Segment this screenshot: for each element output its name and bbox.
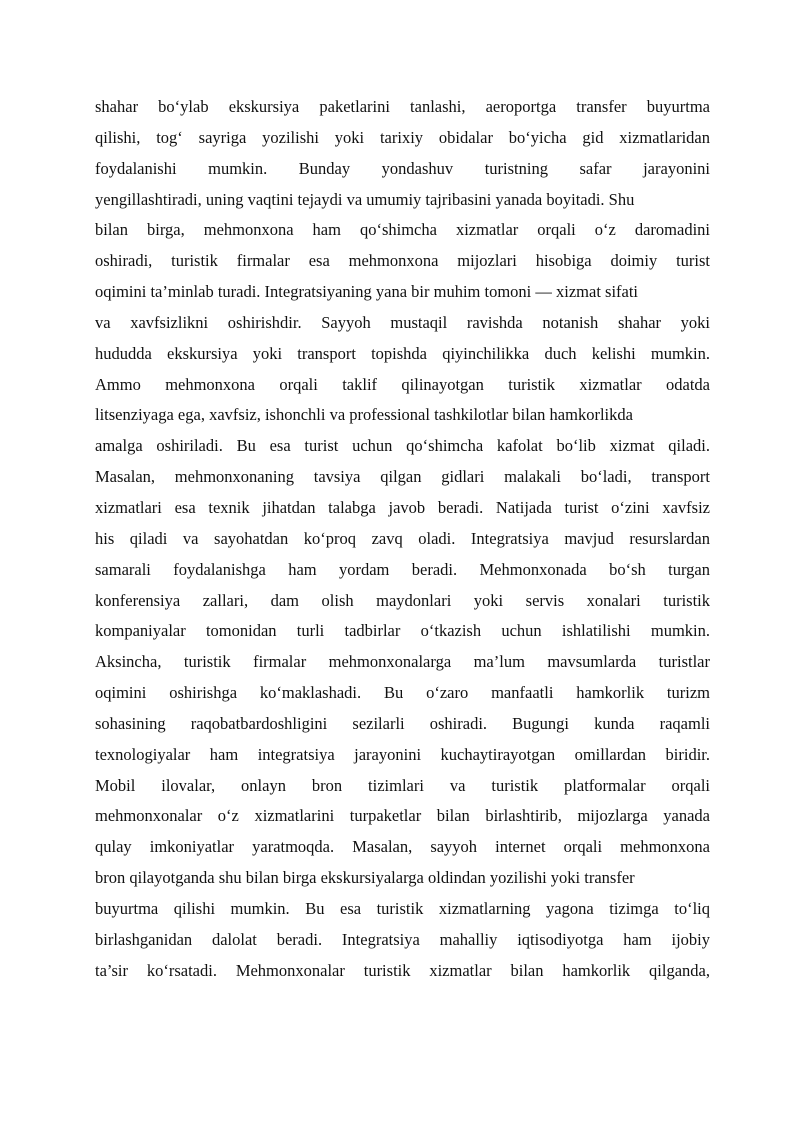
text-line: litsenziyaga ega, xavfsiz, ishonchli va professional tashkilotlar bilan hamkorlikda	[95, 405, 633, 425]
text-line: his qiladi va sayohatdan ko‘proq zavq oladi. Integratsiya mavjud resurslardan	[95, 528, 710, 548]
text-line: qulay imkoniyatlar yaratmoqda. Masalan, sayyoh internet orqali mehmonxona	[95, 837, 710, 857]
text-line: yengillashtiradi, uning vaqtini tejaydi va umumiy tajribasini yanada boyitadi. Shu	[95, 189, 635, 209]
text-line: Aksincha, turistik firmalar mehmonxonalarga ma’lum mavsumlarda turistlar	[95, 652, 710, 672]
text-line: samarali foydalanishga ham yordam beradi. Mehmonxonada bo‘sh turgan	[95, 559, 710, 579]
text-line: mehmonxonalar o‘z xizmatlarini turpaketlar bilan birlashtirib, mijozlarga yanada	[95, 806, 710, 826]
text-line: va xavfsizlikni oshirishdir. Sayyoh mustaqil ravishda notanish shahar yoki	[95, 312, 710, 332]
text-line: amalga oshiriladi. Bu esa turist uchun qo‘shimcha kafolat bo‘lib xizmat qiladi.	[95, 436, 710, 456]
text-line: kompaniyalar tomonidan turli tadbirlar o‘tkazish uchun ishlatilishi mumkin.	[95, 621, 710, 641]
text-line: bron qilayotganda shu bilan birga ekskursiyalarga oldindan yozilishi yoki transfer	[95, 868, 635, 888]
document-page	[95, 92, 710, 986]
text-line: Mobil ilovalar, onlayn bron tizimlari va turistik platformalar orqali	[95, 775, 710, 795]
text-line: oshiradi, turistik firmalar esa mehmonxona mijozlari hisobiga doimiy turist	[95, 251, 710, 271]
text-line: foydalanishi mumkin. Bunday yondashuv turistning safar jarayonini	[95, 158, 710, 178]
text-line: xizmatlari esa texnik jihatdan talabga javob beradi. Natijada turist o‘zini xavfsiz	[95, 497, 710, 517]
text-line: ta’sir ko‘rsatadi. Mehmonxonalar turistik xizmatlar bilan hamkorlik qilganda,	[95, 960, 710, 980]
text-line: qilishi, tog‘ sayriga yozilishi yoki tarixiy obidalar bo‘yicha gid xizmatlaridan	[95, 127, 710, 147]
text-line: birlashganidan dalolat beradi. Integratsiya mahalliy iqtisodiyotga ham ijobiy	[95, 929, 710, 949]
text-line: konferensiya zallari, dam olish maydonlari yoki servis xonalari turistik	[95, 590, 710, 610]
text-line: sohasining raqobatbardoshligini sezilarli oshiradi. Bugungi kunda raqamli	[95, 713, 710, 733]
text-line: shahar bo‘ylab ekskursiya paketlarini tanlashi, aeroportga transfer buyurtma	[95, 97, 710, 116]
text-line: Masalan, mehmonxonaning tavsiya qilgan gidlari malakali bo‘ladi, transport	[95, 467, 710, 487]
text-line: oqimini ta’minlab turadi. Integratsiyaning yana bir muhim tomoni — xizmat sifati	[95, 282, 639, 302]
text-line: bilan birga, mehmonxona ham qo‘shimcha xizmatlar orqali o‘z daromadini	[95, 220, 710, 240]
text-line: oqimini oshirishga ko‘maklashadi. Bu o‘zaro manfaatli hamkorlik turizm	[95, 683, 710, 703]
text-line: buyurtma qilishi mumkin. Bu esa turistik xizmatlarning yagona tizimga to‘liq	[95, 898, 710, 918]
text-line: texnologiyalar ham integratsiya jarayonini kuchaytirayotgan omillardan biridir.	[95, 744, 710, 764]
text-line: hududda ekskursiya yoki transport topishda qiyinchilikka duch kelishi mumkin.	[95, 343, 710, 363]
text-line: Ammo mehmonxona orqali taklif qilinayotgan turistik xizmatlar odatda	[95, 374, 710, 394]
